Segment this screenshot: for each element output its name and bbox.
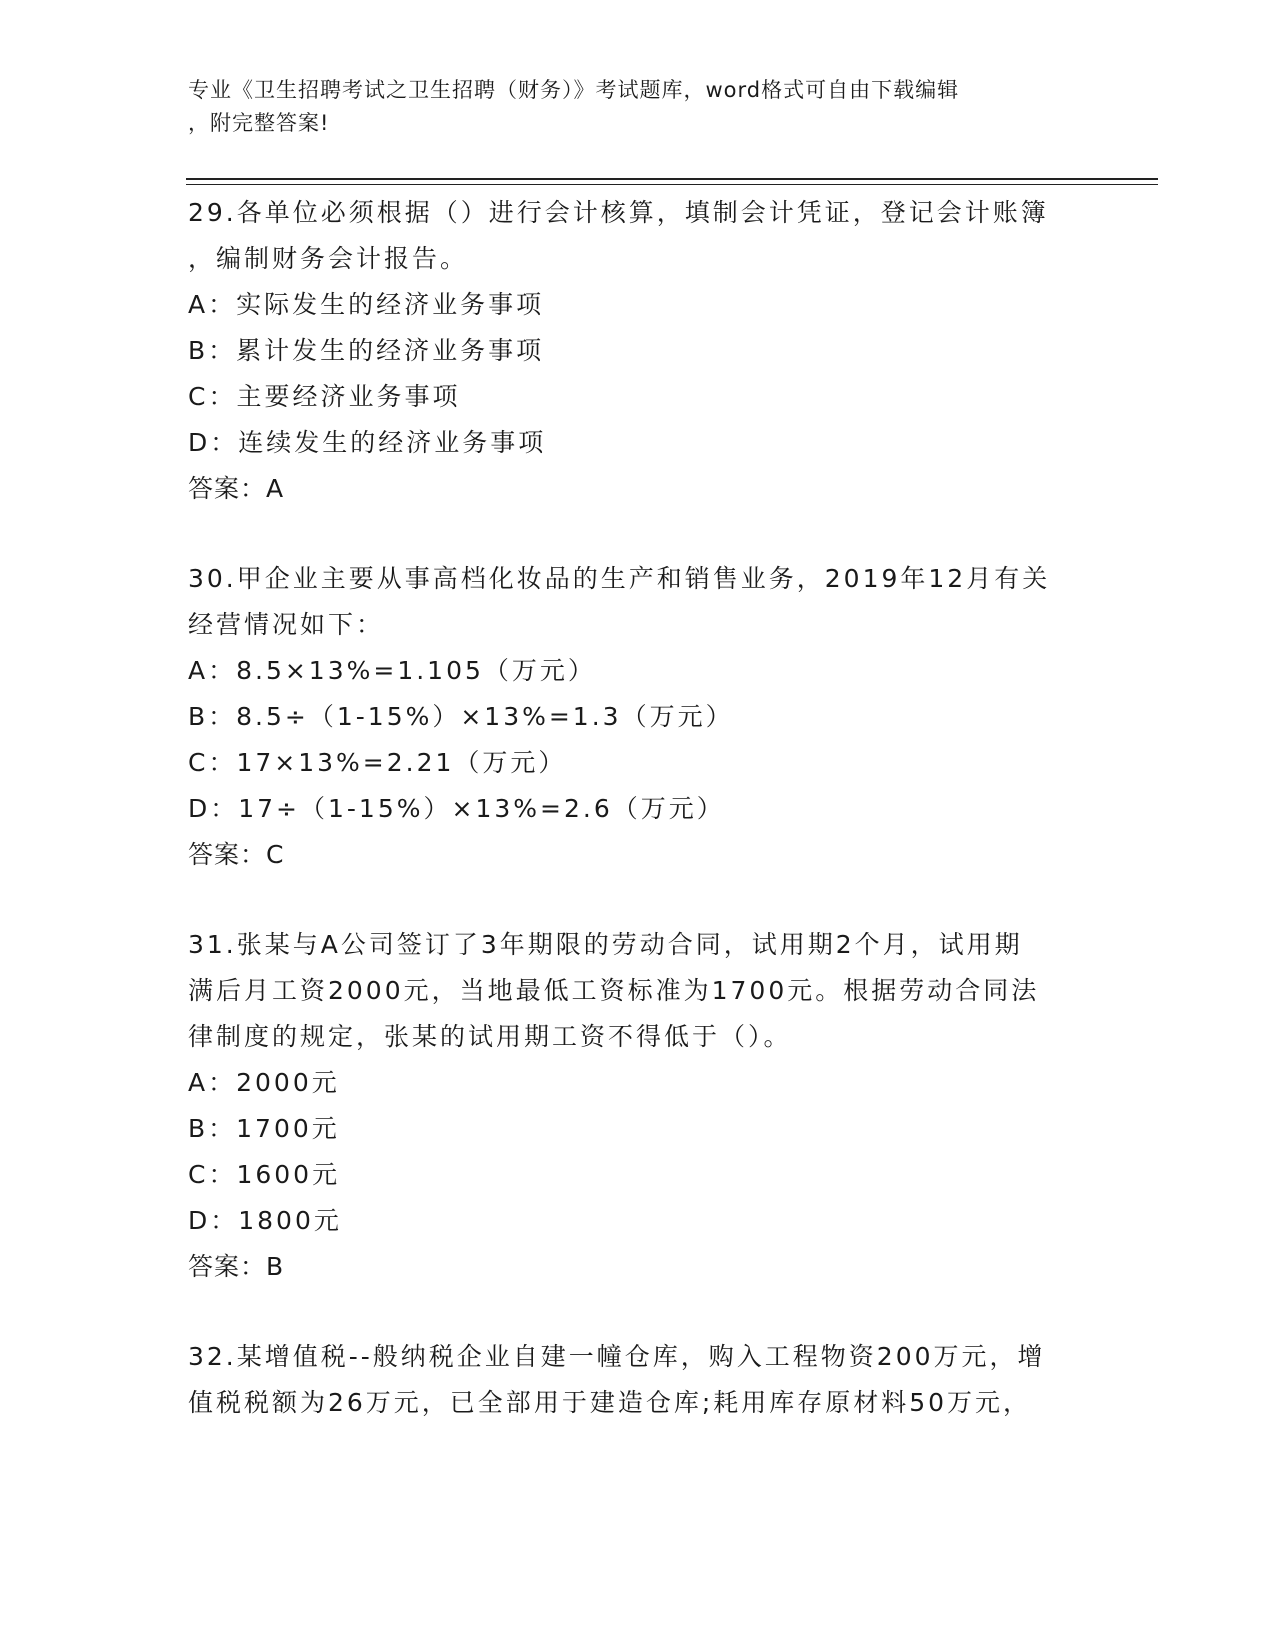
question-stem-line: 31.张某与A公司签订了3年期限的劳动合同，试用期2个月，试用期: [188, 930, 1023, 959]
question-stem-line: 值税税额为26万元，已全部用于建造仓库;耗用库存原材料50万元，: [188, 1388, 1032, 1417]
question-stem-line: 29.各单位必须根据（）进行会计核算，填制会计凭证，登记会计账簿: [188, 198, 1049, 227]
question-stem-line: 满后月工资2000元，当地最低工资标准为1700元。根据劳动合同法: [188, 976, 1040, 1005]
document-header: [188, 74, 1068, 140]
answer-line: 答案：A: [188, 474, 285, 503]
question-32: [188, 1334, 1088, 1426]
option-b: B：1700元: [188, 1114, 340, 1143]
question-29: [188, 190, 1088, 512]
question-list: [188, 190, 1088, 1426]
option-c: C：1600元: [188, 1160, 341, 1189]
question-stem-line: 律制度的规定，张某的试用期工资不得低于（）。: [188, 1022, 792, 1051]
question-stem-line: 32.某增值税--般纳税企业自建一幢仓库，购入工程物资200万元，增: [188, 1342, 1046, 1371]
question-30: [188, 556, 1088, 878]
header-line-2: ，附完整答案!: [188, 111, 330, 135]
question-stem-line: 30.甲企业主要从事高档化妆品的生产和销售业务，2019年12月有关: [188, 564, 1051, 593]
option-a: A：8.5×13%=1.105（万元）: [188, 656, 596, 685]
option-a: A：实际发生的经济业务事项: [188, 290, 545, 319]
option-b: B：8.5÷（1-15%）×13%=1.3（万元）: [188, 702, 734, 731]
option-d: D：连续发生的经济业务事项: [188, 428, 547, 457]
option-c: C：17×13%=2.21（万元）: [188, 748, 567, 777]
option-d: D：1800元: [188, 1206, 342, 1235]
question-stem-line: ，编制财务会计报告。: [188, 244, 469, 273]
header-divider-thick: [186, 178, 1158, 180]
header-divider-thin: [186, 184, 1158, 185]
option-c: C：主要经济业务事项: [188, 382, 461, 411]
option-a: A：2000元: [188, 1068, 340, 1097]
option-b: B：累计发生的经济业务事项: [188, 336, 545, 365]
question-31: [188, 922, 1088, 1290]
answer-line: 答案：B: [188, 1252, 285, 1281]
question-stem-line: 经营情况如下：: [188, 610, 385, 639]
header-line-1: 专业《卫生招聘考试之卫生招聘（财务）》考试题库，word格式可自由下载编辑: [188, 78, 960, 102]
option-d: D：17÷（1-15%）×13%=2.6（万元）: [188, 794, 725, 823]
answer-line: 答案：C: [188, 840, 285, 869]
